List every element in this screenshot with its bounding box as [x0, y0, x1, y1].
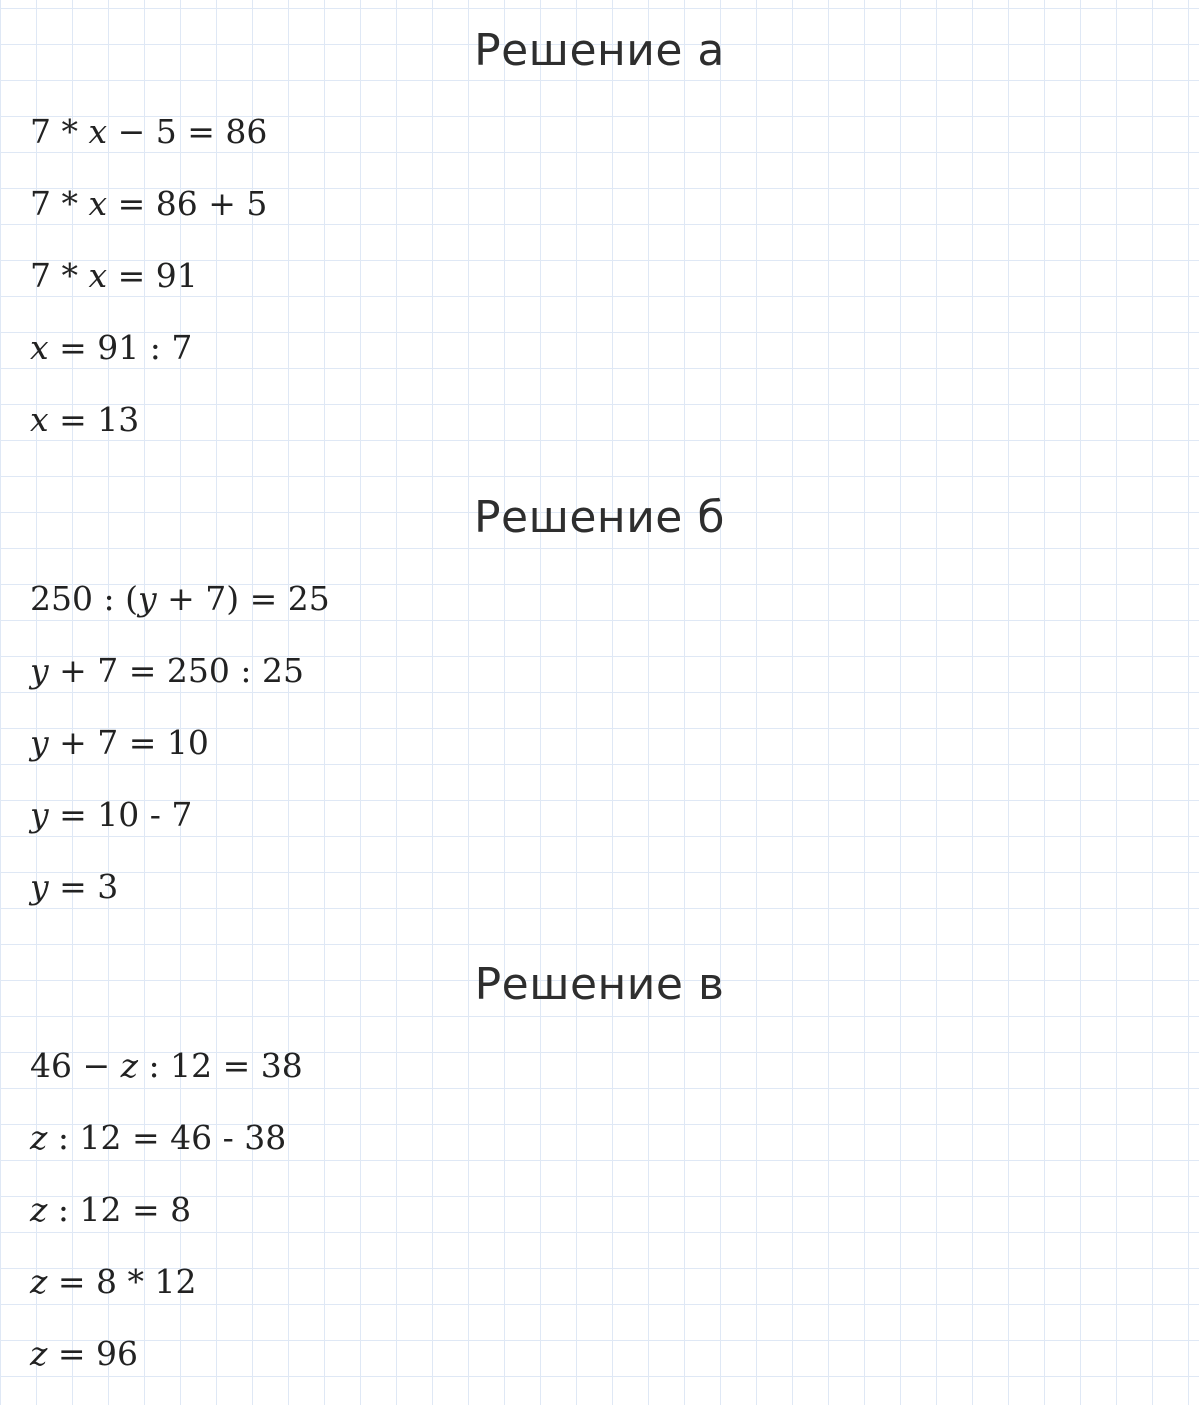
- section-title: Решение в: [474, 959, 725, 1010]
- equation-line: 7 * 𝑥 = 91: [30, 256, 198, 295]
- equation-line: 𝑧 : 12 = 8: [30, 1190, 192, 1229]
- equation-line: 𝑥 = 91 : 7: [30, 328, 193, 367]
- equation-line: 7 * 𝑥 − 5 = 86: [30, 112, 268, 151]
- equation-line: 𝑦 + 7 = 10: [30, 723, 209, 762]
- equation-line: 𝑦 = 10 - 7: [30, 795, 193, 834]
- equation-line: 𝑦 + 7 = 250 : 25: [30, 651, 304, 690]
- equation-line: 𝑦 = 3: [30, 867, 119, 906]
- equation-line: 𝑥 = 13: [30, 400, 140, 439]
- equation-line: 𝑧 = 8 * 12: [30, 1262, 197, 1301]
- equation-line: 7 * 𝑥 = 86 + 5: [30, 184, 268, 223]
- equation-line: 250 : (𝑦 + 7) = 25: [30, 579, 330, 618]
- section-title: Решение а: [474, 25, 725, 76]
- equation-line: 46 − 𝑧 : 12 = 38: [30, 1046, 303, 1085]
- equation-line: 𝑧 : 12 = 46 - 38: [30, 1118, 287, 1157]
- section-title: Решение б: [474, 492, 725, 543]
- equation-line: 𝑧 = 96: [30, 1334, 139, 1373]
